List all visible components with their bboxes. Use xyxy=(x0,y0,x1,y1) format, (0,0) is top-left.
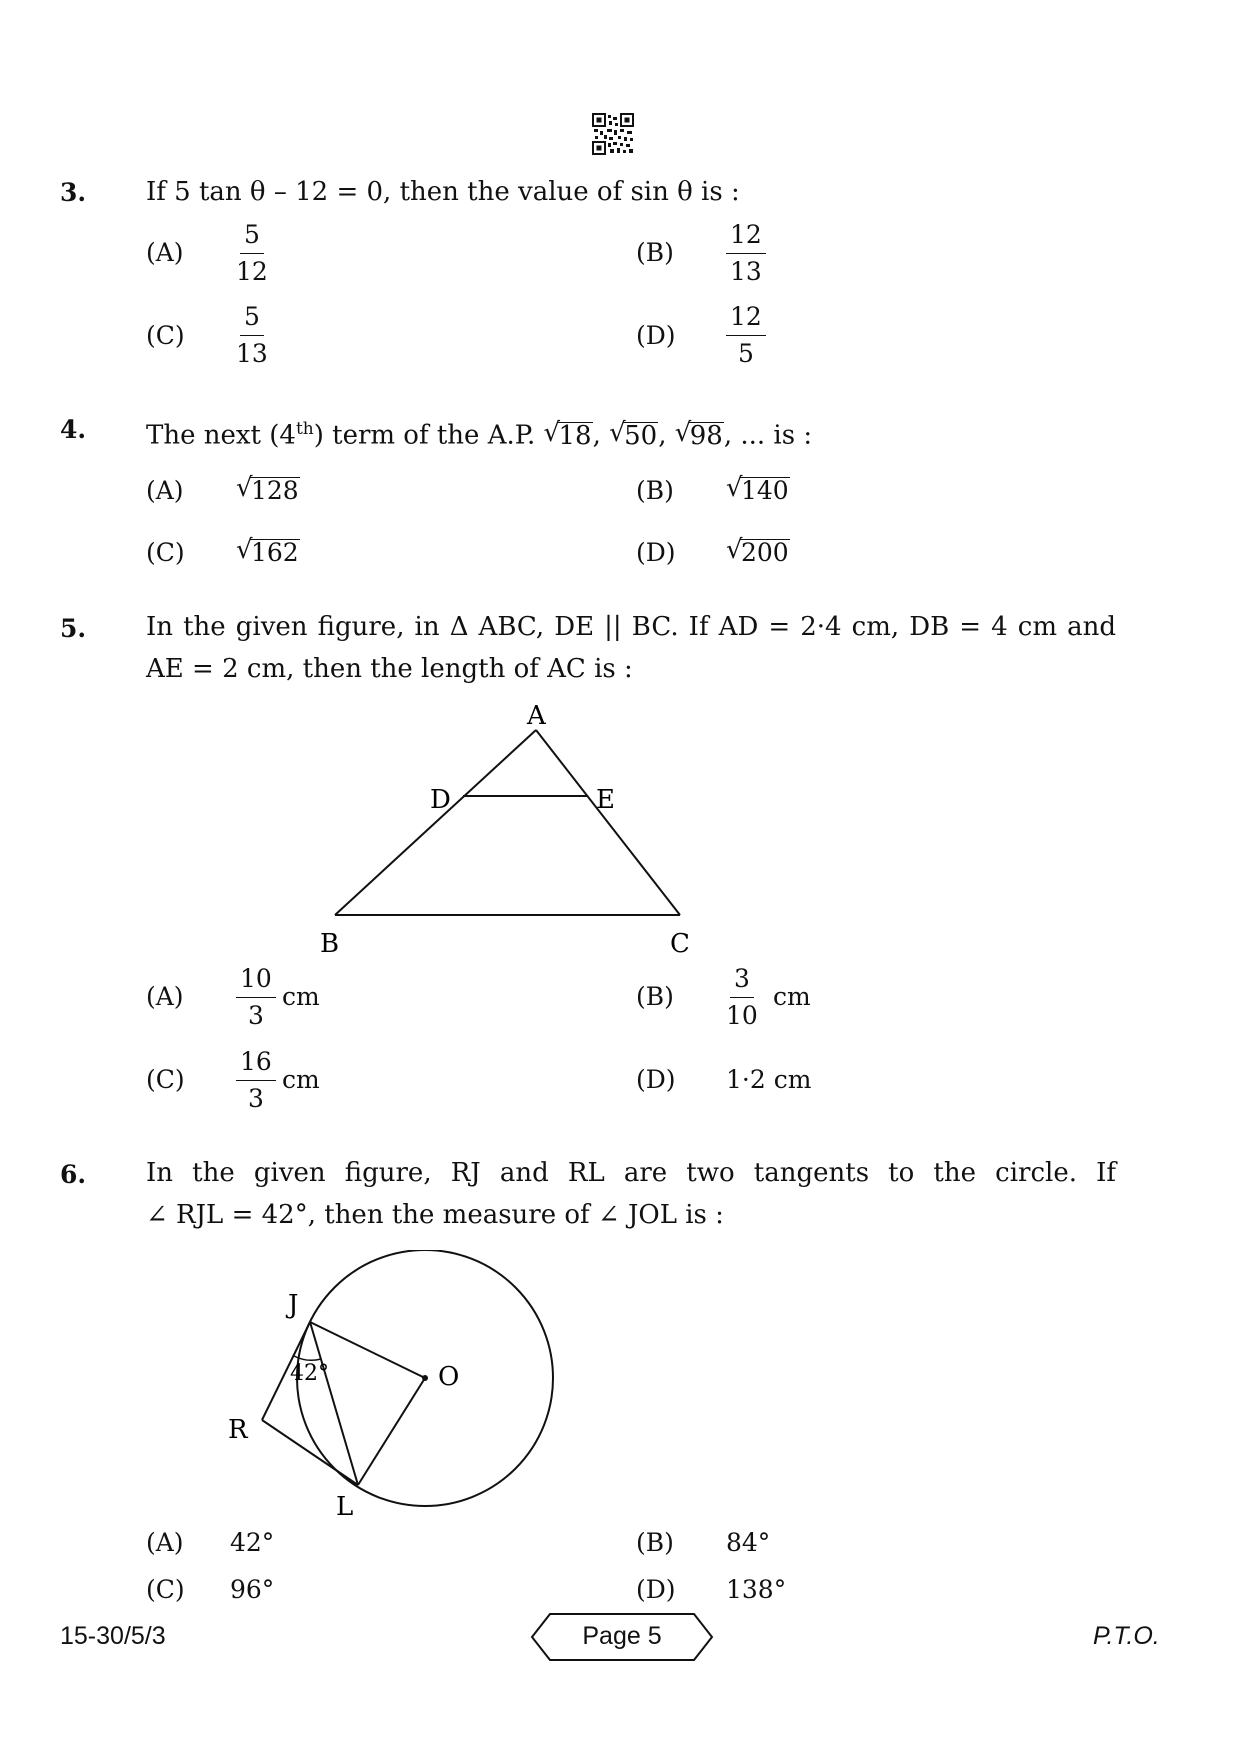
option-label: (D) xyxy=(636,1065,676,1094)
sqrt-term xyxy=(544,415,593,457)
question-number: 3. xyxy=(60,178,87,207)
tangent-rl xyxy=(262,1420,358,1485)
option-label: (B) xyxy=(636,1528,674,1557)
fraction-denominator: 12 xyxy=(236,257,268,286)
side-ab xyxy=(335,730,536,915)
radicand: 50 xyxy=(624,420,658,451)
fraction xyxy=(236,964,276,1031)
pto-label: P.T.O. xyxy=(1093,1622,1160,1650)
vertex-label-e: E xyxy=(596,785,615,815)
option-label: (A) xyxy=(146,238,184,267)
option-value: 96° xyxy=(230,1575,275,1604)
option-label: (D) xyxy=(636,321,676,350)
question-number: 5. xyxy=(60,614,87,643)
text-segment: , ... is : xyxy=(723,420,813,451)
sqrt-icon: √ xyxy=(543,417,561,448)
angle-label: 42° xyxy=(290,1361,329,1386)
fraction-denominator: 13 xyxy=(730,257,762,286)
fraction xyxy=(726,964,758,1031)
option-label: (A) xyxy=(146,982,184,1011)
sqrt-term xyxy=(609,415,658,457)
question-text-line1: In the given figure, RJ and RL are two tangents to the circle. If xyxy=(146,1158,1116,1188)
radicand: 200 xyxy=(741,538,789,567)
fraction-denominator: 5 xyxy=(737,339,754,368)
point-label-r: R xyxy=(228,1415,248,1445)
option-value xyxy=(726,535,790,567)
sqrt-icon: √ xyxy=(236,473,253,503)
vertex-label-d: D xyxy=(430,785,451,815)
page-number: Page 5 xyxy=(582,1622,662,1650)
fraction-numerator: 16 xyxy=(236,1047,276,1081)
fraction xyxy=(236,1047,276,1114)
option-value: 42° xyxy=(230,1528,275,1557)
circle-tangent-figure xyxy=(210,1250,570,1530)
center-point xyxy=(422,1375,428,1381)
question-number: 6. xyxy=(60,1160,87,1189)
question-text-line1: In the given figure, in Δ ABC, DE || BC. If AD = 2·4 cm, DB = 4 cm and xyxy=(146,612,1116,642)
fraction-numerator: 3 xyxy=(730,964,754,998)
option-value: 138° xyxy=(726,1575,787,1604)
point-label-o: O xyxy=(438,1362,460,1392)
fraction-numerator: 5 xyxy=(240,302,264,336)
fraction xyxy=(236,220,268,287)
question-text: The next (4th) term of the A.P. √ 18, √ 50, √ 98, ... is : xyxy=(146,408,1116,457)
option-label: (C) xyxy=(146,538,185,567)
option-label: (B) xyxy=(636,238,674,267)
option-label: (C) xyxy=(146,321,185,350)
fraction xyxy=(726,220,766,287)
option-value: 84° xyxy=(726,1528,771,1557)
fraction-numerator: 10 xyxy=(236,964,276,998)
text-segment: The next (4 xyxy=(146,420,296,451)
option-label: (C) xyxy=(146,1575,185,1604)
option-label: (A) xyxy=(146,1528,184,1557)
fraction-denominator: 10 xyxy=(726,1001,758,1030)
radicand: 128 xyxy=(251,476,299,505)
sqrt-icon: √ xyxy=(726,473,743,503)
option-label: (A) xyxy=(146,476,184,505)
vertex-label-a: A xyxy=(527,701,546,731)
option-value xyxy=(236,473,300,505)
fraction-denominator: 3 xyxy=(247,1084,264,1113)
option-value xyxy=(726,473,790,505)
question-number: 4. xyxy=(60,415,87,444)
side-ac xyxy=(536,730,680,915)
vertex-label-b: B xyxy=(320,929,340,959)
radicand: 140 xyxy=(741,476,789,505)
sqrt-term xyxy=(236,535,300,567)
option-label: (D) xyxy=(636,1575,676,1604)
sqrt-term xyxy=(726,535,790,567)
fraction-numerator: 12 xyxy=(726,220,766,254)
qr-code-icon xyxy=(592,113,634,155)
fraction xyxy=(726,302,766,369)
option-label: (B) xyxy=(636,982,674,1011)
vertex-label-c: C xyxy=(670,929,690,959)
option-value: 1·2 cm xyxy=(726,1065,812,1094)
question-text-line2: ∠ RJL = 42°, then the measure of ∠ JOL is : xyxy=(146,1200,724,1230)
fraction xyxy=(236,302,268,369)
sqrt-term xyxy=(675,415,724,457)
sqrt-icon: √ xyxy=(236,535,253,565)
unit: cm xyxy=(282,1065,320,1094)
option-label: (D) xyxy=(636,538,676,567)
fraction-numerator: 5 xyxy=(240,220,264,254)
fraction-denominator: 13 xyxy=(236,339,268,368)
sqrt-icon: √ xyxy=(674,417,692,448)
fraction-denominator: 3 xyxy=(247,1001,264,1030)
sqrt-term xyxy=(726,473,790,505)
radicand: 18 xyxy=(558,420,592,451)
fraction-numerator: 12 xyxy=(726,302,766,336)
option-label: (B) xyxy=(636,476,674,505)
question-text: If 5 tan θ – 12 = 0, then the value of sin θ is : xyxy=(146,177,740,207)
option-value xyxy=(236,535,300,567)
question-text-line2: AE = 2 cm, then the length of AC is : xyxy=(146,654,633,684)
sqrt-icon: √ xyxy=(726,535,743,565)
radicand: 162 xyxy=(251,538,299,567)
unit: cm xyxy=(282,982,320,1011)
triangle-figure xyxy=(300,700,720,970)
radius-ol xyxy=(358,1378,425,1485)
sqrt-icon: √ xyxy=(609,417,626,448)
paper-code: 15-30/5/3 xyxy=(60,1622,166,1650)
radicand: 98 xyxy=(689,420,723,451)
point-label-l: L xyxy=(336,1492,354,1522)
superscript: th xyxy=(295,419,314,439)
sqrt-term xyxy=(236,473,300,505)
text-segment: ) term of the A.P. xyxy=(313,420,544,451)
point-label-j: J xyxy=(288,1290,299,1320)
chord-jl xyxy=(310,1322,358,1485)
unit: cm xyxy=(773,982,811,1011)
option-label: (C) xyxy=(146,1065,185,1094)
